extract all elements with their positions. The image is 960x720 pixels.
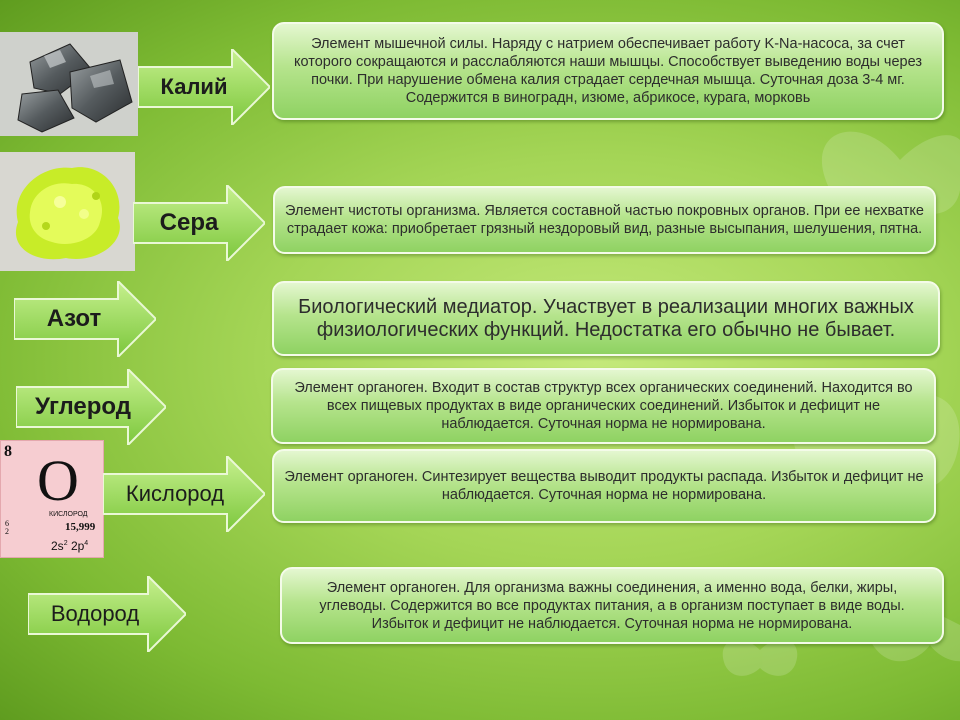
sulfur-photo [0, 152, 135, 271]
electron-configuration [51, 539, 88, 553]
description-box-nitrogen: Биологический медиатор. Участвует в реализации многих важных физиологических функций. Недостатка его обычно не бывает. [272, 281, 940, 356]
element-label-nitrogen: Азот [46, 305, 102, 332]
element-label-sulfur: Сера [159, 209, 219, 236]
description-box-potassium: Элемент мышечной силы. Наряду с натрием обеспечивает работу K-Na-насоса, за счет которого сокращаются и расслабляются наши мышцы. Способствует выведению воды через почки. При нарушение обмена калия страдает сердечная мышца. Суточная доза 3-4 мг. Содержится в виноградн, изюме, абрикосе, курага, морковь [272, 22, 944, 120]
element-label-oxygen: Кислород [125, 481, 225, 506]
description-box-hydrogen: Элемент органоген. Для организма важны соединения, а именно вода, белки, жиры, углеводы. Содержится во все продуктах питания, а в организм поступает в виде воды. Избыток и дефицит не наблюдается. Суточная норма не нормирована. [280, 567, 944, 644]
config-p: 2p [70, 539, 85, 553]
shell-outer: 6 [5, 519, 9, 528]
shell-inner: 2 [5, 527, 9, 536]
config-s: 2s [51, 539, 64, 553]
element-symbol: O [37, 448, 79, 513]
description-box-sulfur: Элемент чистоты организма. Является составной частью покровных органов. При ее нехватке страдает кожа: приобретает грязный нездоровый вид, разные высыпания, шелушения, пятна. [273, 186, 936, 254]
oxygen-periodic-cell [0, 440, 104, 558]
arrow-potassium [138, 49, 270, 125]
arrow-sulfur [133, 185, 265, 261]
element-label-potassium: Калий [160, 74, 228, 99]
config-p-exp: 4 [84, 540, 89, 547]
arrow-oxygen [103, 456, 265, 532]
potassium-photo [0, 32, 138, 136]
atomic-number: 8 [4, 443, 12, 460]
config-s-exp: 2 [63, 540, 68, 547]
electron-shells [5, 520, 9, 536]
description-box-oxygen: Элемент органоген. Синтезирует вещества выводит продукты распада. Избыток и дефицит не наблюдается. Суточная норма не нормирована. [272, 449, 936, 523]
description-box-carbon: Элемент органоген. Входит в состав структур всех органических соединений. Находится во всех пищевых продуктах в виде органических соединений. Избыток и дефицит не наблюдается. Суточная норма не нормирована. [271, 368, 936, 444]
element-label-hydrogen: Водород [50, 601, 140, 626]
element-name: КИСЛОРОД [49, 511, 88, 518]
atomic-mass: 15,999 [65, 521, 96, 533]
element-label-carbon: Углерод [35, 393, 131, 420]
arrow-nitrogen [14, 281, 156, 357]
arrow-hydrogen [28, 576, 186, 652]
arrow-carbon [16, 369, 166, 445]
